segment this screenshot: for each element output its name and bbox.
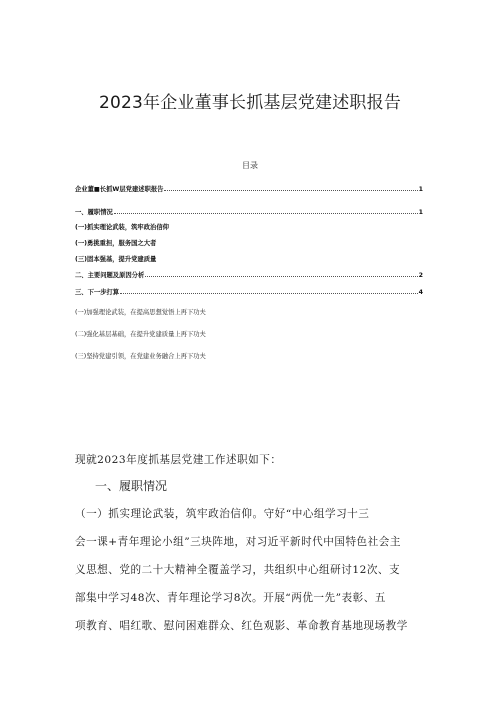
toc-entry[interactable] xyxy=(75,236,423,247)
toc-entry[interactable] xyxy=(75,305,423,316)
toc-leader xyxy=(120,293,418,294)
document-title: 2023年企业董事长抓基层党建述职报告 xyxy=(98,93,402,113)
toc-entry[interactable] xyxy=(75,285,423,296)
paragraph-line: 部集中学习48次、青年理论学习8次。开展“两优一先”表彰、五 xyxy=(75,592,386,604)
toc-leader xyxy=(164,190,417,191)
paragraph-line: 义思想、党的二十大精神全覆盖学习，共组织中心组研讨12次、支 xyxy=(75,564,401,576)
toc-entry-label: (三)固本强基，提升党建质量 xyxy=(75,256,157,263)
toc-entry[interactable] xyxy=(75,205,423,216)
toc-entry-page: 1 xyxy=(418,186,423,193)
toc-entry-label: 三、下一步打算 xyxy=(75,289,120,296)
intro-text: 现就2023年度抓基层党建工作述职如下： xyxy=(75,454,282,466)
toc-entry-page: 4 xyxy=(418,289,423,296)
toc-entry-label: 二、主要问题及原因分析 xyxy=(75,272,145,279)
toc-entry-label: (二)强化基层基础，在提升党建质量上再下功夫 xyxy=(75,331,206,338)
section-heading: 一、履职情况 xyxy=(95,479,168,493)
toc-leader xyxy=(114,213,418,214)
toc-entry-label: (一)加强理论武装，在提高思想觉悟上再下功夫 xyxy=(75,309,206,316)
paragraph-line: 会一课+青年理论小组”三块阵地，对习近平新时代中国特色社会主 xyxy=(75,536,401,548)
toc-entry-page: 1 xyxy=(418,209,423,216)
toc-entry[interactable] xyxy=(75,220,423,231)
toc-entry[interactable] xyxy=(75,327,423,338)
toc-entry[interactable] xyxy=(75,252,423,263)
toc-entry-page: 2 xyxy=(418,272,423,279)
toc-entry-label: (一)勇挑重担，服务国之大者 xyxy=(75,240,157,247)
toc-entry-label: 企业董■长抓W层党建述职报告 xyxy=(75,186,164,193)
paragraph-line: 项教育、唱红歌、慰问困难群众、红色观影、革命教育基地现场教学 xyxy=(75,620,408,632)
toc-entry[interactable] xyxy=(75,182,423,193)
toc-heading: 目录 xyxy=(242,161,258,170)
toc-entry[interactable] xyxy=(75,268,423,279)
toc-entry-label: 一、履职情况 xyxy=(75,209,113,216)
toc-leader xyxy=(145,276,417,277)
paragraph-line: （一）抓实理论武装，筑牢政治信仰。守好“中心组学习十三 xyxy=(75,508,370,520)
toc-entry-label: (一)抓实理论武装，筑牢政治信仰 xyxy=(75,224,169,231)
toc-entry-label: (三)坚持党建引领，在党建业务融合上再下功夫 xyxy=(75,353,206,360)
toc-entry[interactable] xyxy=(75,349,423,360)
